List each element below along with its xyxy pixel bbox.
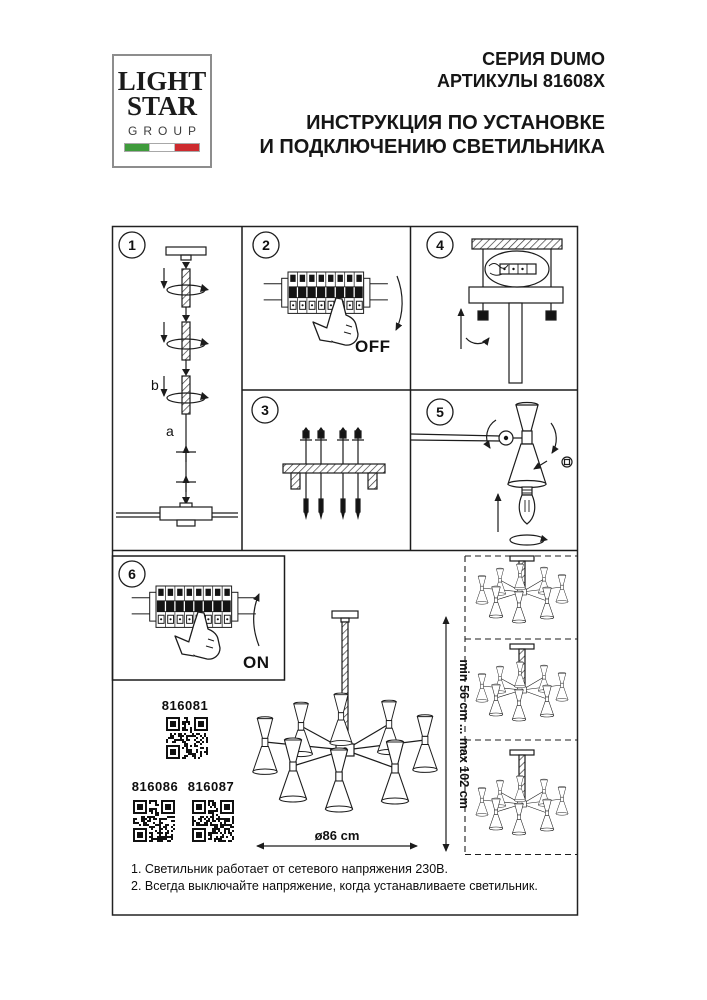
qr-code-article-3 [192, 800, 234, 842]
series-title: СЕРИЯ DUMO [482, 49, 605, 69]
step-1-badge [119, 232, 145, 258]
anchor-screws [300, 427, 364, 464]
step-3-badge [252, 397, 278, 423]
step6-power-on-drawing [132, 586, 270, 672]
articles-title: АРТИКУЛЫ 81608X [437, 71, 605, 91]
article-number-816081: 816081 [161, 698, 209, 713]
step-4-number: 4 [436, 237, 444, 253]
chandelier-variant-medium [476, 644, 568, 721]
part-label-a: a [166, 423, 174, 439]
qr-code-article-1 [166, 717, 208, 759]
main-chandelier-drawing [253, 611, 437, 812]
note-line-1: 1. Светильник работает от сетевого напряжения 230В. [131, 862, 448, 876]
logo-word-star: STAR [126, 91, 198, 121]
step-1-number: 1 [128, 237, 136, 253]
on-label: ON [243, 653, 270, 672]
qr-code-article-2 [133, 800, 175, 842]
step-4-badge [427, 232, 453, 258]
instruction-title-line1: ИНСТРУКЦИЯ ПО УСТАНОВКЕ [306, 112, 605, 134]
logo-word-light: LIGHT [117, 66, 207, 96]
step-2-badge [253, 232, 279, 258]
chandelier-variant-long [476, 750, 568, 835]
step-2-number: 2 [262, 237, 270, 253]
step-6-badge [119, 561, 145, 587]
long-screws [304, 473, 360, 520]
safety-notes [131, 861, 538, 895]
panel-grid [113, 227, 578, 916]
step4-canopy-mount-drawing [461, 239, 563, 383]
step2-power-off-drawing [264, 272, 402, 356]
step-3-number: 3 [261, 402, 269, 418]
off-label: OFF [355, 337, 391, 356]
article-number-816087: 816087 [187, 779, 235, 794]
instruction-title-line2: И ПОДКЛЮЧЕНИЮ СВЕТИЛЬНИКА [259, 136, 605, 158]
height-range-label: min 56 cm ... max 102 cm [457, 659, 471, 809]
step-6-number: 6 [128, 566, 136, 582]
diameter-dimension [257, 828, 417, 846]
note-line-2: 2. Всегда выключайте напряжение, когда устанавливаете светильник. [131, 879, 538, 893]
step1-rod-assembly-drawing [116, 247, 238, 526]
diameter-label: ø86 cm [314, 828, 360, 843]
article-number-816086: 816086 [131, 779, 179, 794]
height-dimension [446, 617, 471, 851]
step-5-badge [427, 399, 453, 425]
chandelier-variant-short [476, 556, 568, 623]
step3-bracket-screws-drawing [283, 427, 385, 520]
step-5-number: 5 [436, 404, 444, 420]
part-label-b: b [151, 377, 159, 393]
logo-word-group: GROUP [127, 124, 202, 138]
